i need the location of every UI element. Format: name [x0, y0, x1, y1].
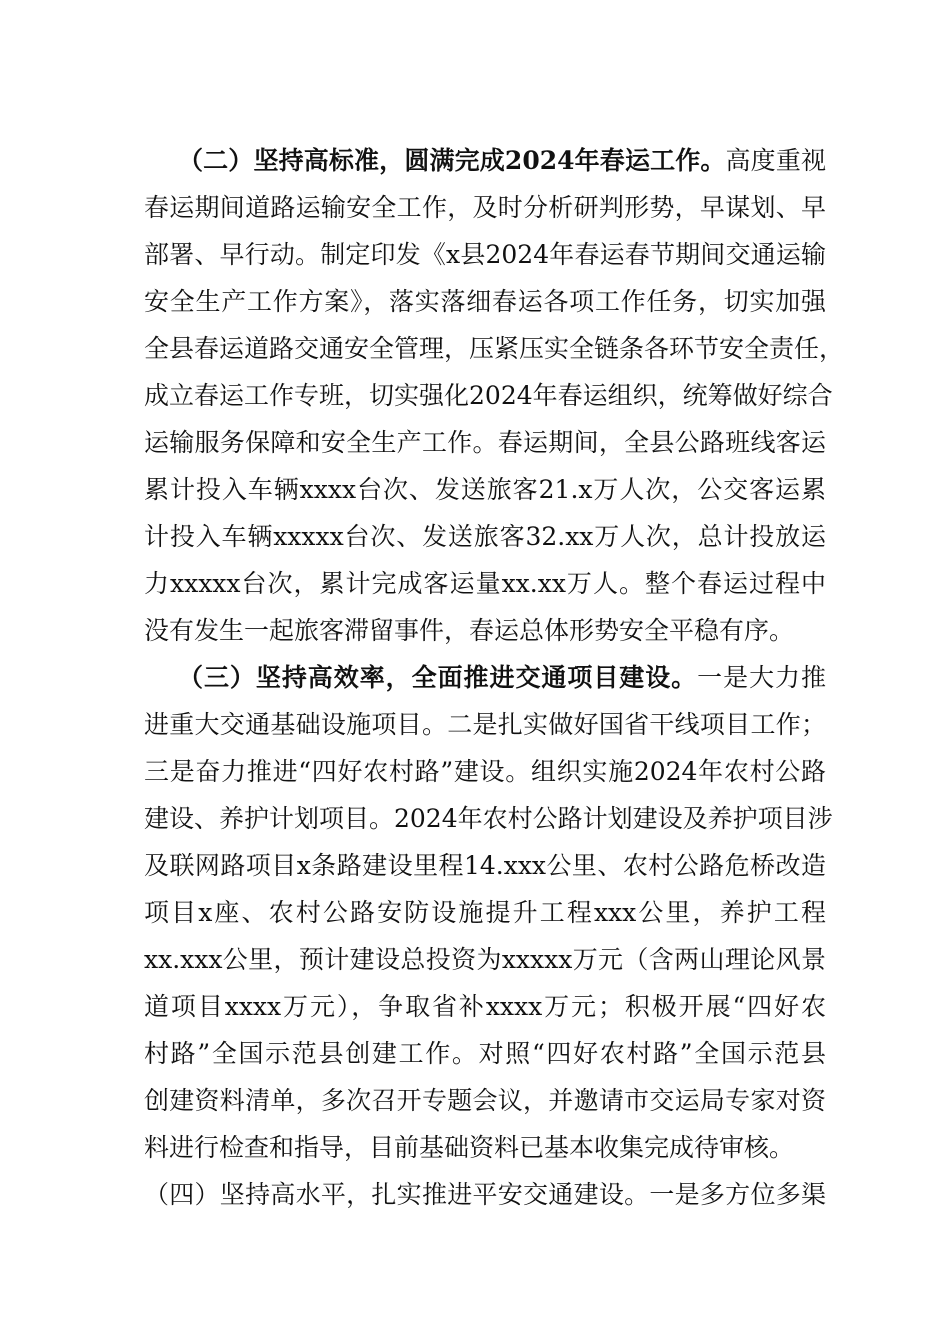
- p2-line-1: [178, 144, 826, 178]
- p3-line-4: 建设、养护计划项目。2024年农村公路计划建设及养护项目涉: [144, 804, 833, 833]
- p3-line-8: 道项目xxxx万元），争取省补xxxx万元；积极开展“四好农: [144, 992, 826, 1021]
- p2-line-2: 春运期间道路运输安全工作，及时分析研判形势，早谋划、早: [144, 193, 826, 222]
- p2-line-4: 安全生产工作方案》，落实落细春运各项工作任务，切实加强: [144, 287, 826, 316]
- p2-heading: （二）坚持高标准，圆满完成2024年春运工作。: [178, 146, 726, 175]
- p3-line-6: 项目x座、农村公路安防设施提升工程xxx公里，养护工程: [144, 898, 826, 927]
- p3-line-1: [178, 661, 826, 695]
- p2-line-3: 部署、早行动。制定印发《x县2024年春运春节期间交通运输: [144, 240, 826, 269]
- p3-line-11: 料进行检查和指导，目前基础资料已基本收集完成待审核。: [144, 1133, 795, 1162]
- p2-line-1-text: 高度重视: [725, 146, 826, 175]
- p3-heading: （三）坚持高效率，全面推进交通项目建设。: [178, 663, 698, 692]
- p2-line-10: 力xxxxx台次，累计完成客运量xx.xx万人。整个春运过程中: [144, 569, 826, 598]
- p2-line-7: 运输服务保障和安全生产工作。春运期间，全县公路班线客运: [144, 428, 826, 457]
- p3-line-10: 创建资料清单，多次召开专题会议，并邀请市交运局专家对资: [144, 1086, 826, 1115]
- p2-line-11: 没有发生一起旅客滞留事件，春运总体形势安全平稳有序。: [144, 616, 795, 645]
- p2-line-6: 成立春运工作专班，切实强化2024年春运组织，统筹做好综合: [144, 381, 833, 410]
- p2-line-8: 累计投入车辆xxxx台次、发送旅客21.x万人次，公交客运累: [144, 475, 826, 504]
- p3-line-5: 及联网路项目x条路建设里程14.xxx公里、农村公路危桥改造: [144, 851, 826, 880]
- p3-line-9: 村路”全国示范县创建工作。对照“四好农村路”全国示范县: [144, 1039, 826, 1068]
- p4-line-1: （四）坚持高水平，扎实推进平安交通建设。一是多方位多渠: [144, 1180, 826, 1209]
- p3-line-3: 三是奋力推进“四好农村路”建设。组织实施2024年农村公路: [144, 757, 826, 786]
- p3-line-1-text: 一是大力推: [697, 663, 826, 692]
- p2-line-9: 计投入车辆xxxxx台次、发送旅客32.xx万人次，总计投放运: [144, 522, 826, 551]
- p3-line-7: xx.xxx公里，预计建设总投资为xxxxx万元（含两山理论风景: [144, 945, 826, 974]
- p3-line-2: 进重大交通基础设施项目。二是扎实做好国省干线项目工作；: [144, 710, 826, 739]
- p2-line-5: 全县春运道路交通安全管理，压紧压实全链条各环节安全责任，: [144, 334, 845, 363]
